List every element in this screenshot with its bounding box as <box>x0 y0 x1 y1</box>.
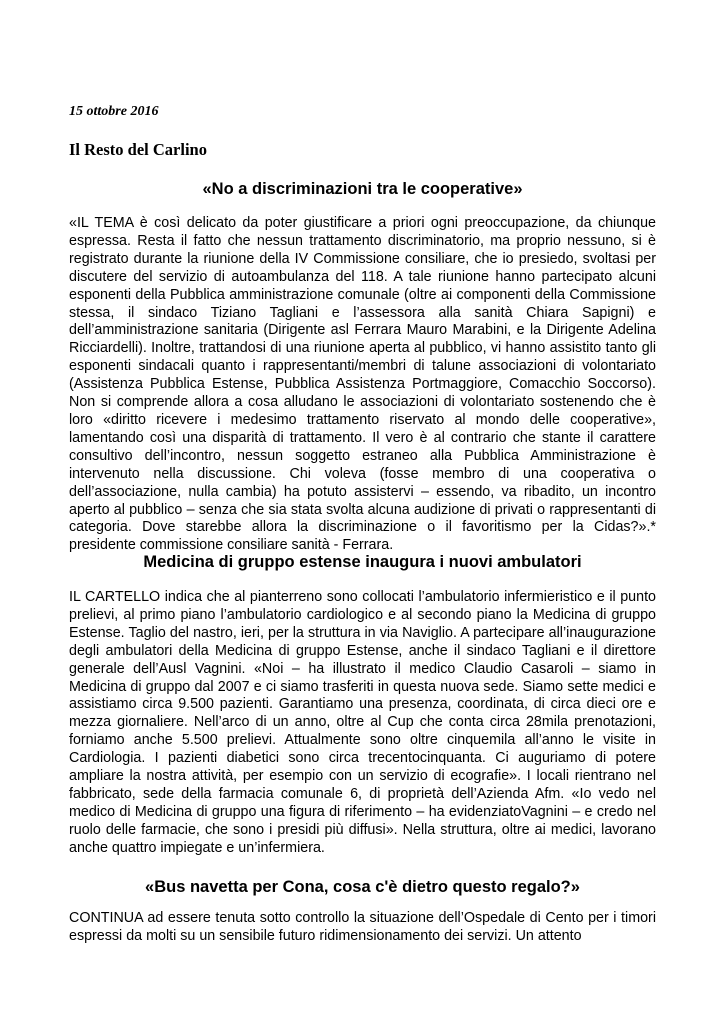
article-bus-navetta <box>69 877 656 946</box>
article-date: 15 ottobre 2016 <box>69 104 159 119</box>
article-body: «IL TEMA è così delicato da poter giustificare a priori ogni preoccupazione, da chiunque espressa. Resta il fatto che nessun trattamento discriminatorio, ma proprio nessuno, si è registrato durante la riunione della IV Commissione consiliare, che io presiedo, svoltasi per discutere del servizio di autoambulanza del 118. A tale riunione hanno partecipato alcuni esponenti della Pubblica amministrazione comunale (oltre ai componenti della Commissione stessa, il sindaco Tiziano Tagliani e l’assessora alla sanità Chiara Sapigni) e dell’amministrazione sanitaria (Dirigente asl Ferrara Mauro Marabini, e la Dirigente Adelina Ricciardelli). Inoltre, trattandosi di una riunione aperta al pubblico, vi hanno assistito tanto gli esponenti sindacali quanto i rappresentanti/membri di talune associazioni di volontariato (Assistenza Pubblica Estense, Pubblica Assistenza Portmaggiore, Comacchio Soccorso). Non si comprende allora a cosa alludano le associazioni di volontariato sostenendo che è loro «diritto ricevere i medesimo trattamento riservato al mondo delle cooperative», lamentando così una disparità di trattamento. Il vero è al contrario che stante il carattere consultivo dell’incontro, nessun soggetto estraneo alla Pubblica Amministrazione è intervenuto nella discussione. Chi voleva (fosse membro di una cooperativa o dell’associazione, nulla cambia) ha potuto assistervi – essendo, va ribadito, un incontro aperto al pubblico – senza che sia stata svolta alcuna audizione di privati o rappresentanti di categoria. Dove starebbe allora la discriminazione o il favoritismo per la Cidas?».* presidente commissione consiliare sanità - Ferrara. <box>69 215 656 554</box>
article-medicina-gruppo <box>69 552 656 858</box>
article-title: «No a discriminazioni tra le cooperative» <box>202 180 523 198</box>
article-title: «Bus navetta per Cona, cosa c'è dietro questo regalo?» <box>145 878 580 896</box>
article-body: IL CARTELLO indica che al pianterreno sono collocati l’ambulatorio infermieristico e il punto prelievi, al primo piano l’ambulatorio cardiologico e al secondo piano la Medicina di gruppo Estense. Taglio del nastro, ieri, per la struttura in via Naviglio. A partecipare all’inaugurazione degli ambulatori della Medicina di gruppo Estense, anche il sindaco Tagliani e il direttore generale dell’Ausl Vagnini. «Noi – ha illustrato il medico Claudio Casaroli – siamo in Medicina di gruppo dal 2007 e ci siamo trasferiti in questa nuova sede. Siamo sette medici e assistiamo circa 9.500 pazienti. Garantiamo una presenza, coordinata, di circa dieci ore e mezza giornaliere. Nell’arco di un anno, oltre al Cup che conta circa 28mila prenotazioni, forniamo anche 5.500 prelievi. Attualmente sono oltre cinquemila all’anno le visite in Cardiologia. I pazienti diabetici sono circa trecentocinquanta. Ci auguriamo di potere ampliare la nostra attività, per esempio con un servizio di ecografie». I locali rientrano nel fabbricato, sede della farmacia comunale 6, di proprietà dell’Azienda Afm. «Io vedo nel medico di Medicina di gruppo una figura di riferimento – ha evidenziatoVagnini – e credo nel ruolo delle farmacie, che sono i presidi più diffusi». Nella struttura, oltre ai medici, lavorano anche quattro impiegate e un’infermiera. <box>69 589 656 856</box>
article-title: Medicina di gruppo estense inaugura i nuovi ambulatori <box>143 553 582 571</box>
article-body: CONTINUA ad essere tenuta sotto controllo la situazione dell’Ospedale di Cento per i timori espressi da molti su un sensibile futuro ridimensionamento dei servizi. Un attento <box>69 910 656 944</box>
newspaper-name: Il Resto del Carlino <box>69 140 207 159</box>
article-discriminazioni <box>69 179 656 555</box>
